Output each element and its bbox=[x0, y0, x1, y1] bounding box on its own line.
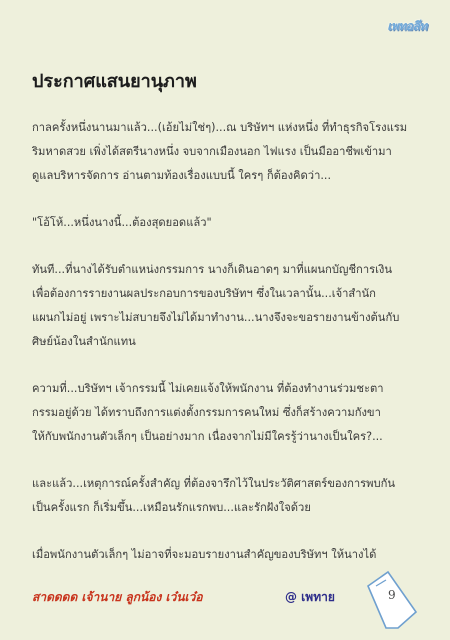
paragraph-line: "โอ้โห้...หนึ่งนางนี้...ต้องสุดยอดแล้ว" bbox=[32, 216, 212, 229]
paragraph-line: ริมหาดสวย เพิ่งได้สตรีนางหนึ่ง จบจากเมืองนอก ไฟแรง เป็นมืออาชีพเข้ามา bbox=[32, 145, 392, 158]
paragraph-line: ศิษย์น้องในสำนักแทน bbox=[32, 335, 136, 348]
paragraph-line: เพื่อต้องการรายงานผลประกอบการของบริษัทฯ ซึ่งในเวลานั้น...เจ้าสำนัก bbox=[32, 287, 376, 300]
paragraph-line: เมื่อพนักงานตัวเล็กๆ ไม่อาจที่จะมอบรายงานสำคัญของบริษัทฯ ให้นางได้ bbox=[32, 548, 377, 561]
footer-handle: @ เพทาย bbox=[285, 590, 335, 604]
paragraph-line: ทันที...ที่นางได้รับตำแหน่งกรรมการ นางก็เดินอาดๆ มาที่แผนกบัญชีการเงิน bbox=[32, 263, 393, 276]
paragraph-line: เป็นครั้งแรก ก็เริ่มขึ้น...เหมือนรักแรกพบ...และรักฝังใจด้วย bbox=[32, 501, 311, 514]
paragraph-line: ดูแลบริหารจัดการ อ่านตามท้องเรื่องแบบนี้ ใครๆ ก็ต้องคิดว่า... bbox=[32, 169, 332, 182]
paragraph bbox=[32, 116, 427, 188]
paragraph-line: กาลครั้งหนึ่งนานมาแล้ว...(เอ้ยไม่ใช่ๆ)...ณ บริษัทฯ แห่งหนึ่ง ที่ทำธุรกิจโรงแรม bbox=[32, 121, 408, 134]
page-title: ประกาศแสนยานุภาพ bbox=[32, 71, 197, 92]
paragraph-line: และแล้ว...เหตุการณ์ครั้งสำคัญ ที่ต้องจารึกไว้ในประวัติศาสตร์ของการพบกัน bbox=[32, 477, 396, 490]
page-number: 9 bbox=[388, 588, 396, 602]
paragraph-line: ให้กับพนักงานตัวเล็กๆ เป็นอย่างมาก เนื่องจากไม่มีใครรู้ว่านางเป็นใคร?... bbox=[32, 430, 383, 443]
paragraph bbox=[32, 211, 427, 235]
logo-text: เพทอลีท bbox=[387, 18, 427, 33]
paragraph-line: กรรมอยู่ด้วย ได้ทราบถึงการแต่งตั้งกรรมการคนใหม่ ซึ่งก็สร้างความกังขา bbox=[32, 406, 381, 419]
paragraph-line: ความที่...บริษัทฯ เจ้ากรรมนี้ ไม่เคยแจ้งให้พนักงาน ที่ต้องทำงานร่วมชะตา bbox=[32, 382, 384, 395]
paragraph bbox=[32, 543, 427, 567]
paragraph bbox=[32, 377, 427, 449]
paragraph-line: แผนกไม่อยู่ เพราะไม่สบายจึงไม่ได้มาทำงาน...นางจึงจะขอรายงานข้างต้นกับ bbox=[32, 311, 400, 324]
paragraph bbox=[32, 258, 427, 354]
story-body bbox=[32, 116, 427, 590]
footer-author: สาดดดด เจ้านาย ลูกน้อง เว๋นเว๋อ bbox=[32, 590, 203, 604]
publisher-logo bbox=[382, 10, 432, 42]
paragraph bbox=[32, 472, 427, 520]
